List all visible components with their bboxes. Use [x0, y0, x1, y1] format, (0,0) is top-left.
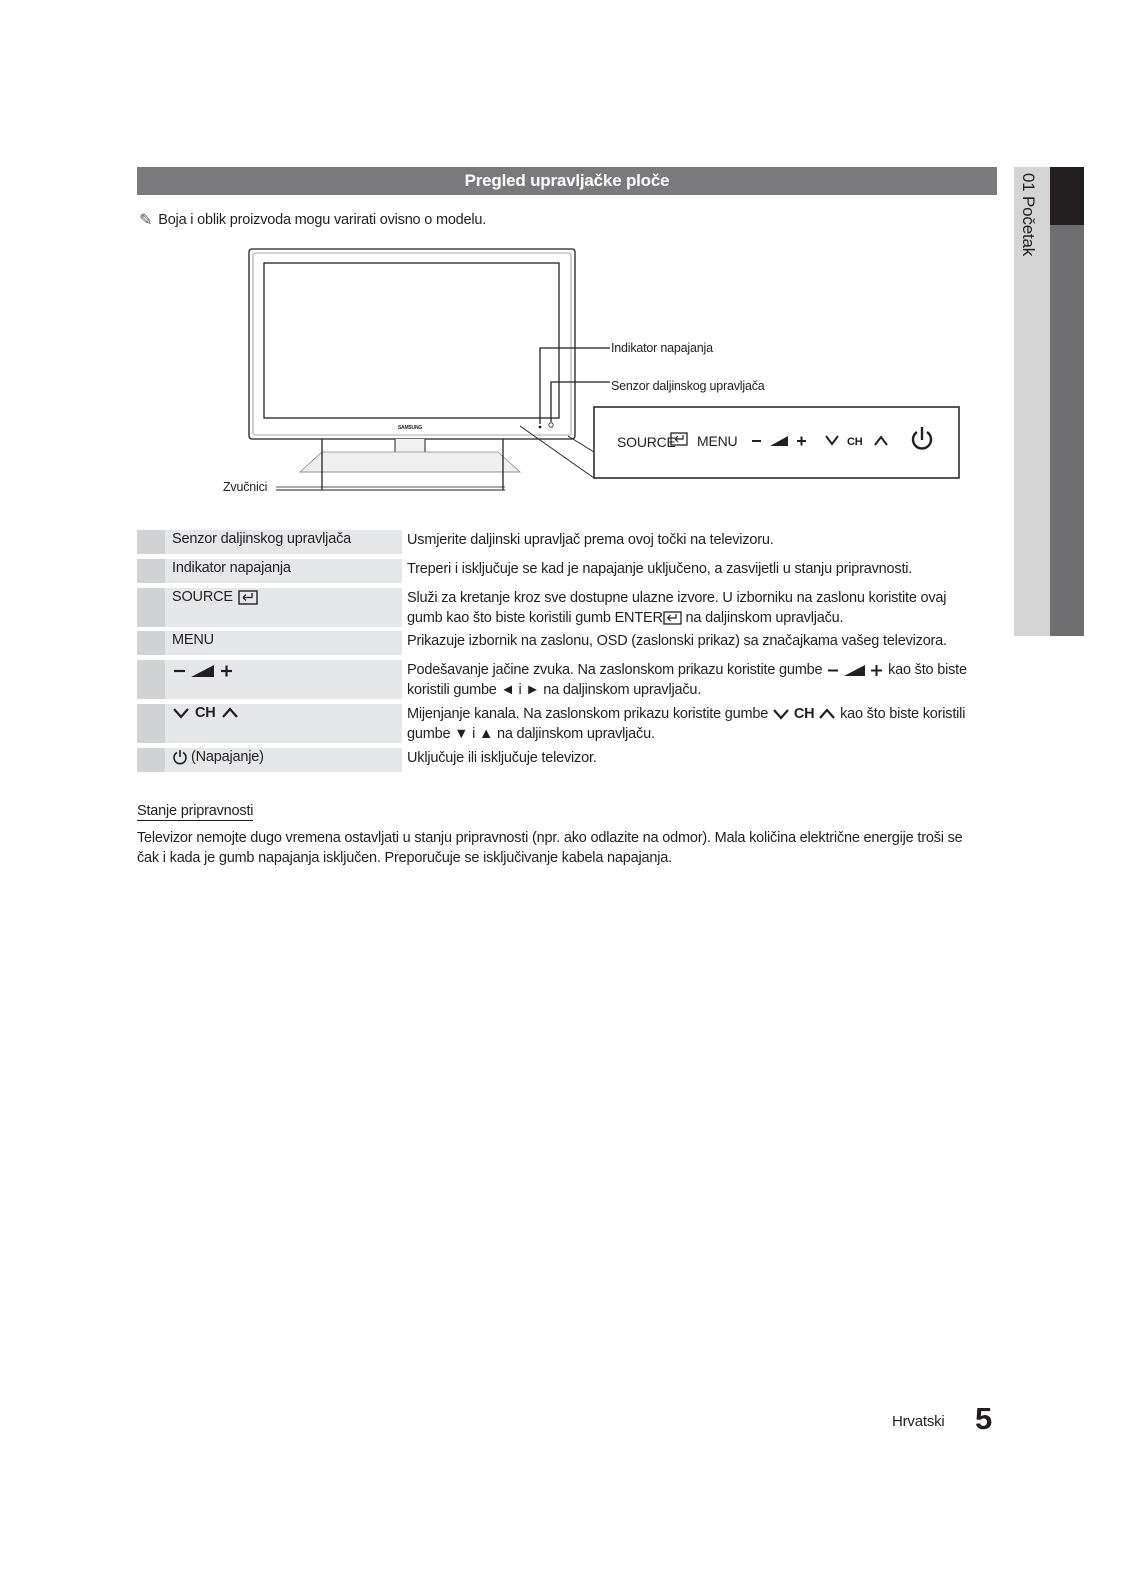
chevron-down-icon [172, 706, 190, 720]
row-key: MENU [172, 632, 214, 648]
table-row [137, 530, 997, 554]
table-row [137, 660, 997, 699]
row-key: Senzor daljinskog upravljača [172, 531, 351, 547]
note-text: Boja i oblik proizvoda mogu varirati ovisno o modelu. [158, 212, 487, 228]
row-key [172, 663, 234, 679]
section-title: Pregled upravljačke ploče [464, 171, 670, 190]
row-desc: Uključuje ili isključuje televizor. [407, 750, 597, 766]
volume-icon [826, 663, 884, 678]
source-label: SOURCE [172, 589, 233, 605]
row-key: (Napajanje) [172, 749, 264, 765]
panel-menu-label: MENU [697, 433, 738, 449]
footer-language: Hrvatski [892, 1413, 945, 1430]
row-desc: Prikazuje izbornik na zaslonu, OSD (zaslonski prikaz) sa značajkama vašeg televizora. [407, 633, 947, 649]
volume-icon [172, 663, 234, 679]
row-key [172, 705, 239, 721]
pencil-note-icon: ✎ [139, 212, 153, 229]
table-row [137, 588, 997, 627]
standby-heading: Stanje pripravnosti [137, 803, 254, 819]
row-desc: Podešavanje jačine zvuka. Na zaslonskom prikazu koristite gumbe kao što biste koristili gumbe ◄ i ► na daljinskom upravljaču. [407, 662, 967, 698]
chapter-label: 01 Početak [1019, 173, 1038, 257]
row-key: Indikator napajanja [172, 560, 291, 576]
standby-paragraph: Televizor nemojte dugo vremena ostavljati u stanju pripravnosti (npr. ako odlazite na odmor). Mala količina električne energije troši se čak i kada je gumb napajanja isključen. Preporučuje se isključivanje kabela napajanja. [137, 830, 963, 866]
row-desc: Mijenjanje kanala. Na zaslonskom prikazu koristite gumbe CH kao što biste koristili gumbe ▼ i ▲ na daljinskom upravljaču. [407, 706, 966, 742]
row-desc: Usmjerite daljinski upravljač prema ovoj točki na televizoru. [407, 532, 774, 548]
ch-label: CH [195, 705, 216, 721]
label-remote-sensor: Senzor daljinskog upravljača [611, 379, 765, 393]
chevron-up-icon [818, 707, 836, 721]
enter-icon [238, 590, 258, 605]
row-key [172, 589, 258, 605]
table-row [137, 704, 997, 743]
table-row [137, 748, 997, 772]
table-row [137, 631, 997, 655]
tv-brand-logo: SAMSUNG [397, 425, 423, 431]
tv-diagram [0, 0, 1137, 520]
panel-source-label: SOURCE [617, 434, 676, 450]
chevron-down-icon [772, 707, 790, 721]
table-row [137, 559, 997, 583]
page-number: 5 [975, 1401, 993, 1436]
row-desc: Treperi i isključuje se kad je napajanje uključeno, a zasvijetli u stanju pripravnosti. [407, 561, 913, 577]
label-speakers: Zvučnici [223, 480, 268, 494]
label-power-indicator: Indikator napajanja [611, 341, 713, 355]
enter-icon [663, 611, 682, 625]
power-icon [172, 749, 188, 765]
row-desc: Služi za kretanje kroz sve dostupne ulazne izvore. U izborniku na zaslonu koristite ovaj gumb kao što biste koristili gumb ENTER na daljinskom upravljaču. [407, 590, 947, 626]
panel-ch-label: CH [847, 436, 863, 448]
chevron-up-icon [221, 706, 239, 720]
